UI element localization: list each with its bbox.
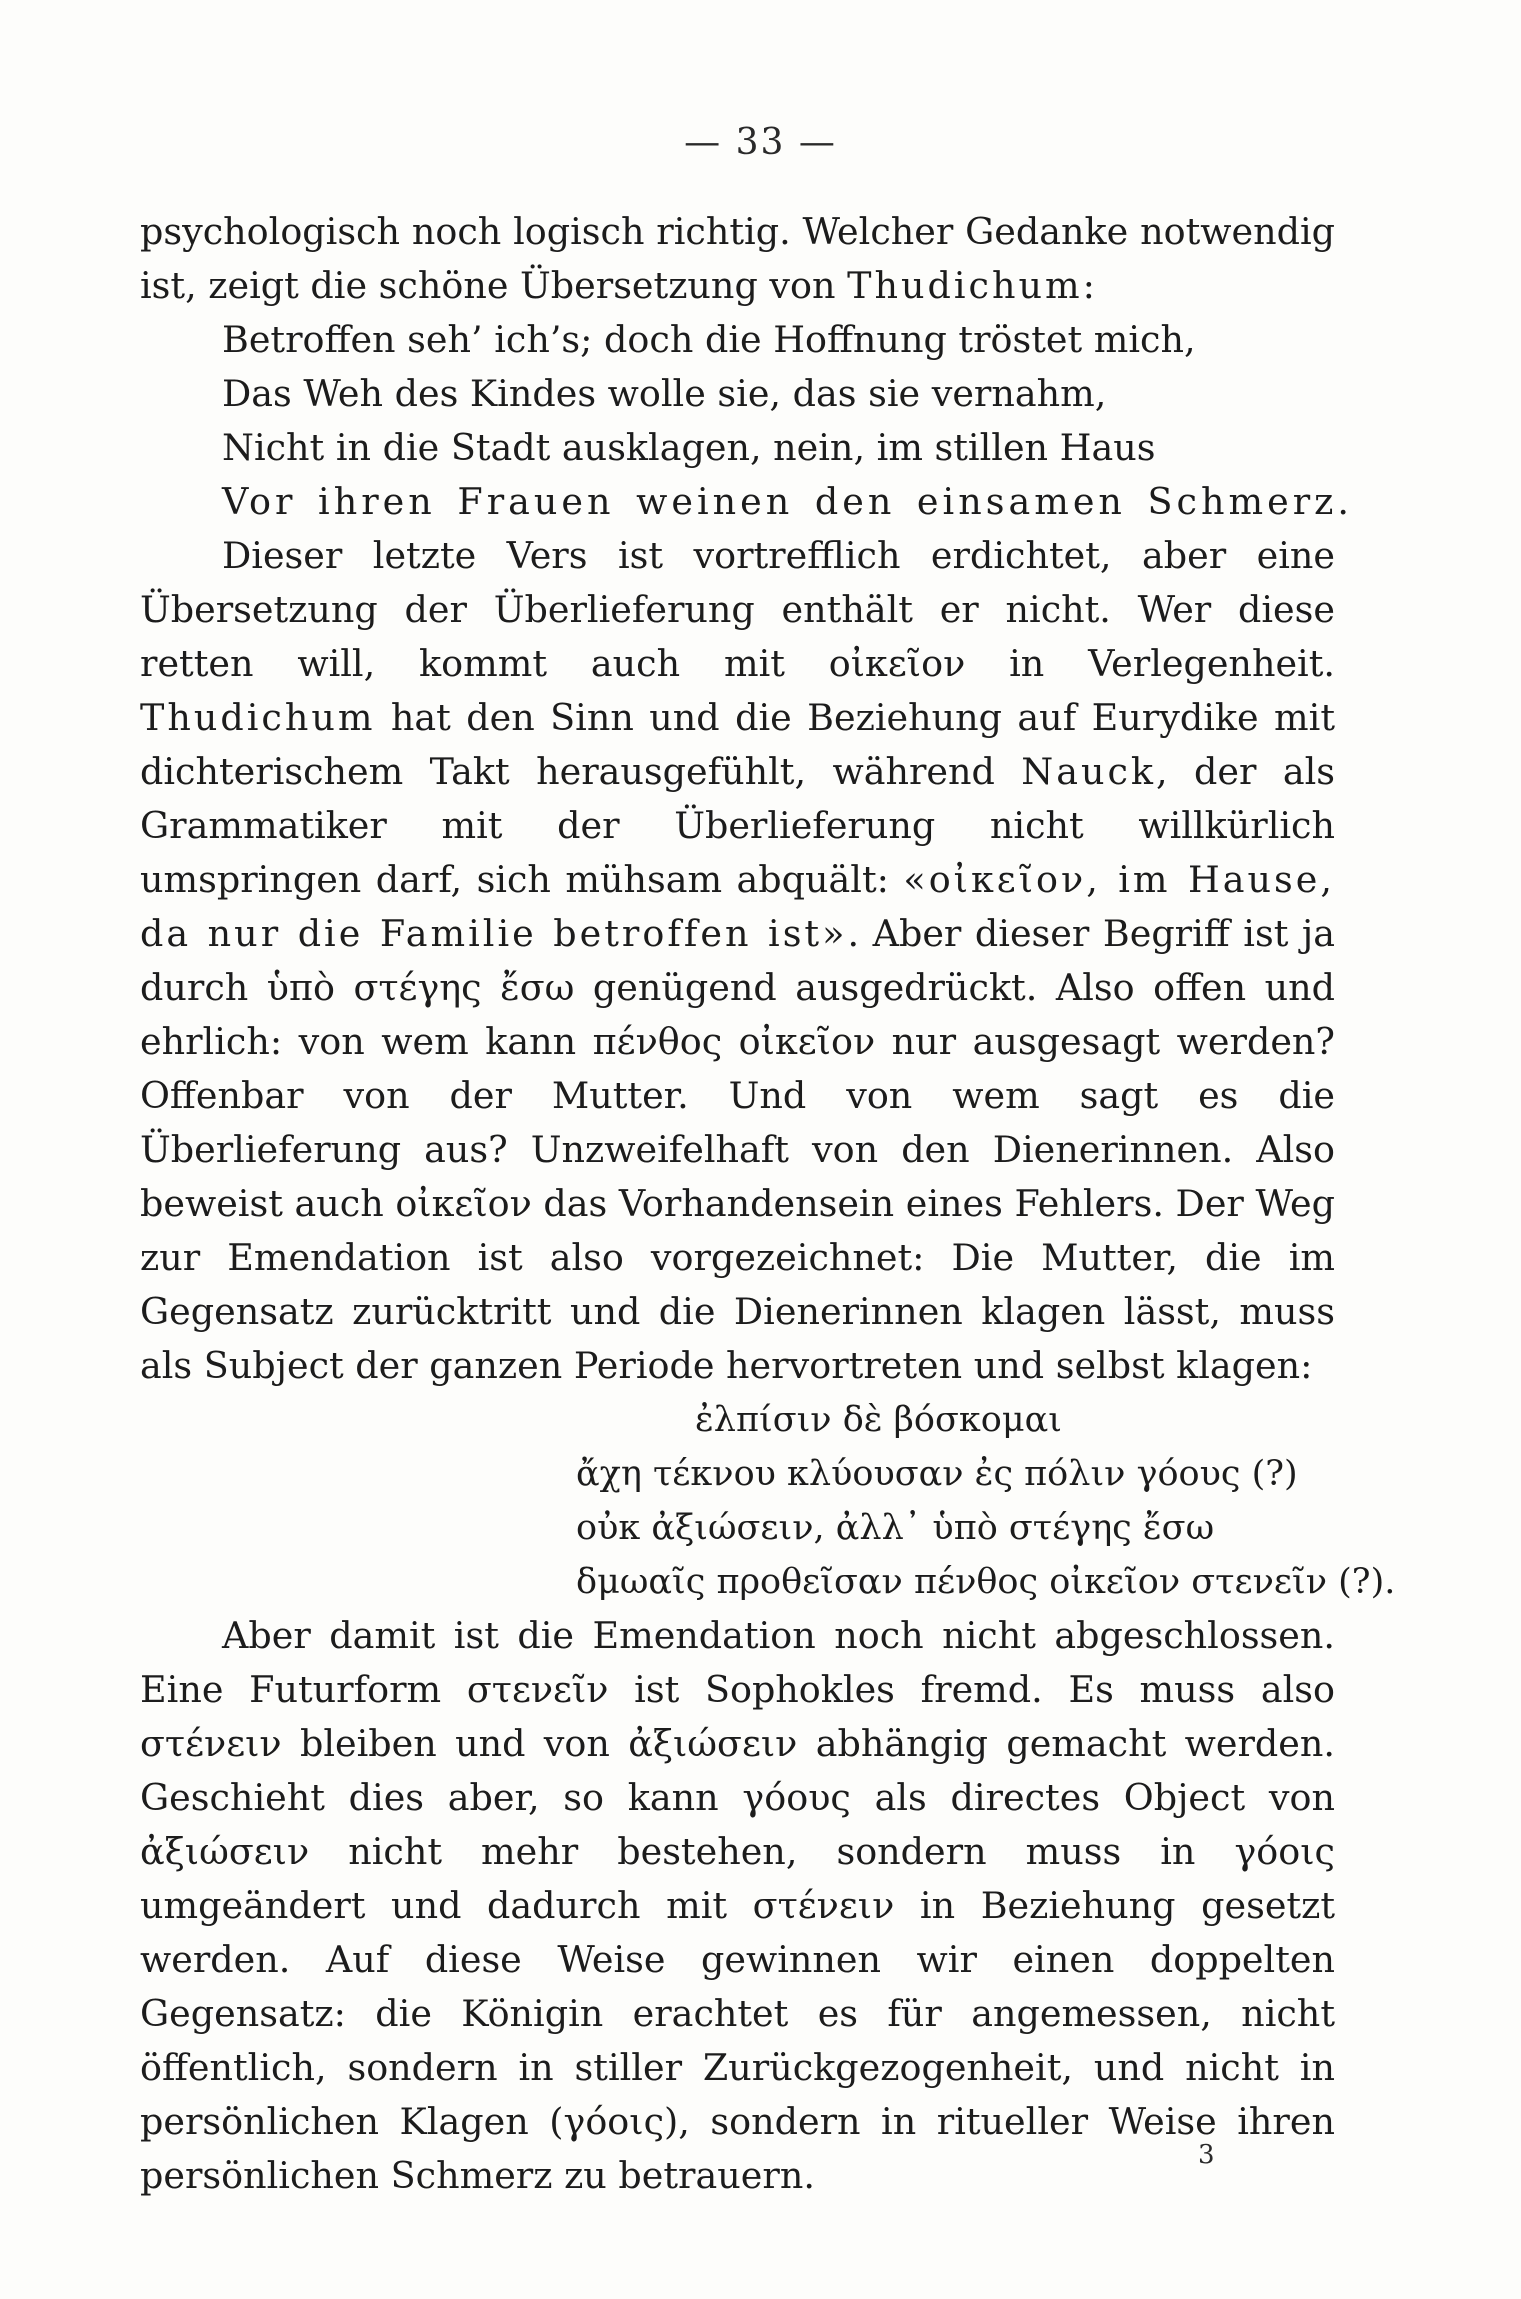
verse-line-3: Nicht in die Stadt ausklagen, nein, im stillen Haus: [222, 426, 1156, 469]
greek-verse-line-2: ἄχη τέκνου κλύουσαν ἐς πόλιν γόους (?): [576, 1454, 1298, 1494]
author-name-thudichum: Thudichum: [847, 264, 1083, 307]
name-nauck: Nauck: [1021, 750, 1157, 793]
verse-line-1: Betroffen seh’ ich’s; doch die Hoffnung tröstet mich,: [222, 318, 1196, 361]
paragraph-commentary: [140, 529, 1335, 1393]
name-thudichum: Thudichum: [140, 696, 376, 739]
commentary-part-4: . Aber dieser Begriff ist ja durch ὑπὸ στέγης ἔσω genügend ausgedrückt. Also offen und ehrlich: von wem kann πένθος οἰκεῖον nur ausgesagt werden? Offenbar von der Mutter. Und von wem sagt es die Überlieferung aus? Unzweifelhaft von den Dienerinnen. Also beweist auch οἰκεῖον das Vorhandensein eines Fehlers. Der Weg zur Emendation ist also vorgezeichnet: Die Mutter, die im Gegensatz zurücktritt und die Dienerinnen klagen lässt, muss als Subject der ganzen Periode hervortreten und selbst klagen:: [140, 912, 1335, 1387]
verse-line-4: Vor ihren Frauen weinen den einsamen Schmerz.: [222, 480, 1353, 523]
greek-verse-emendation: [140, 1393, 1396, 1609]
intro-text: psychologisch noch logisch richtig. Welcher Gedanke notwendig ist, zeigt die schöne Übersetzung von: [140, 210, 1335, 307]
intro-colon: :: [1082, 264, 1095, 307]
commentary-part-3: , der als Grammatiker mit der Überlieferung nicht willkürlich umspringen darf, sich mühsam abquält:: [140, 750, 1335, 901]
paragraph-conclusion: Aber damit ist die Emendation noch nicht abgeschlossen. Eine Futurform στενεῖν ist Sophokles fremd. Es muss also στένειν bleiben und von ἀξιώσειν abhängig gemacht werden. Geschieht dies aber, so kann γόους als directes Object von ἀξιώσειν nicht mehr bestehen, sondern muss in γόοις umgeändert und dadurch mit στένειν in Beziehung gesetzt werden. Auf diese Weise gewinnen wir einen doppelten Gegensatz: die Königin erachtet es für angemessen, nicht öffentlich, sondern in stiller Zurückgezogenheit, und nicht in persönlichen Klagen (γόοις), sondern in ritueller Weise ihren persönlichen Schmerz zu betrauern.: [140, 1614, 1335, 2197]
page-number-header: — 33 —: [684, 122, 837, 163]
signature-mark: 3: [1198, 2140, 1215, 2170]
verse-line-2: Das Weh des Kindes wolle sie, das sie vernahm,: [222, 372, 1107, 415]
commentary-part-1: Dieser letzte Vers ist vortrefflich erdichtet, aber eine Übersetzung der Überlieferung enthält er nicht. Wer diese retten will, kommt auch mit οἰκεῖον in Verlegenheit.: [140, 534, 1335, 685]
paragraph-intro: [140, 205, 1335, 313]
nauck-quote: «οἰκεῖον, im Hause, da nur die Familie betroffen ist»: [140, 858, 1335, 955]
greek-verse-line-3: οὐκ ἀξιώσειν, ἀλλ᾿ ὑπὸ στέγης ἔσω: [576, 1508, 1215, 1548]
greek-verse-line-1: ἐλπίσιν δὲ βόσκομαι: [695, 1400, 1062, 1440]
greek-verse-line-4: δμωαῖς προθεῖσαν πένθος οἰκεῖον στενεῖν (?).: [576, 1562, 1396, 1602]
german-verse-translation: [222, 313, 1353, 529]
commentary-part-2: hat den Sinn und die Beziehung auf Eurydike mit dichterischem Takt herausgefühlt, während: [140, 696, 1335, 793]
body-text: [140, 205, 1396, 2203]
